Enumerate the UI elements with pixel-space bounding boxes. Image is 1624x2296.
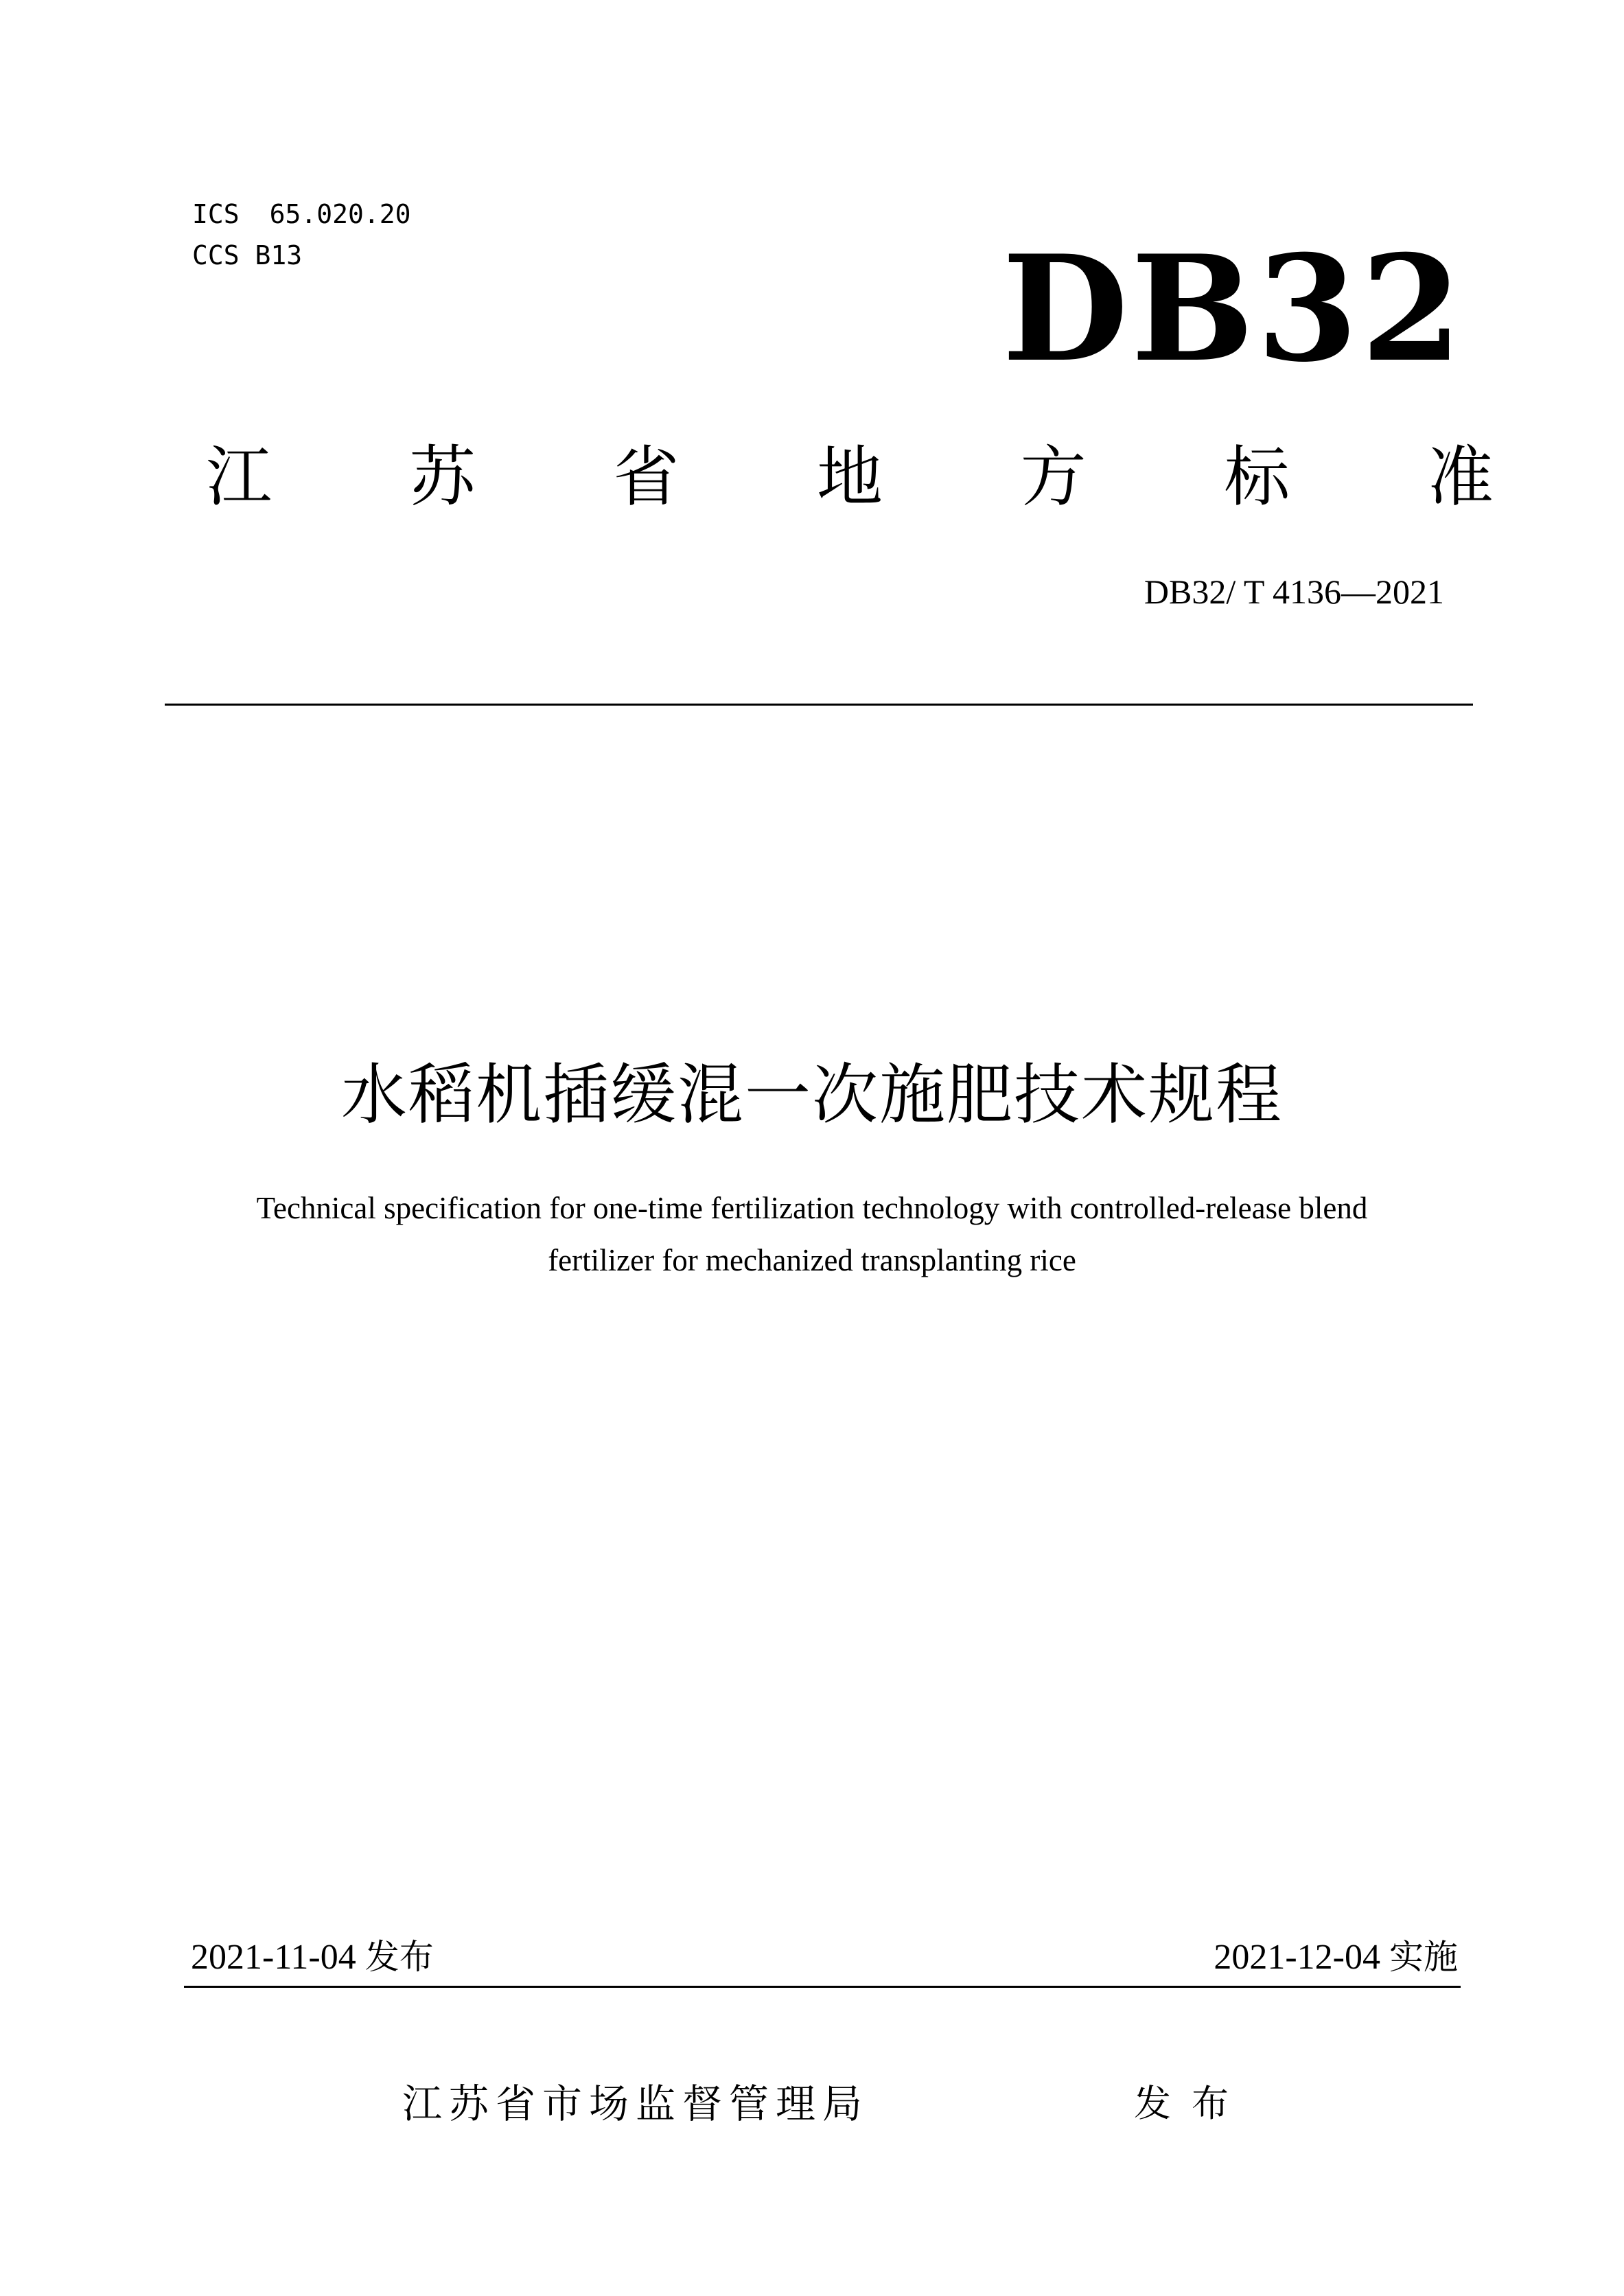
ics-code xyxy=(192,199,411,229)
ics-value: 65.020.20 xyxy=(269,199,411,229)
title-en-line: Technical specification for one-time fertilization technology with controlled-release blend xyxy=(256,1191,1368,1225)
title-en-line: fertilizer for mechanized transplanting rice xyxy=(548,1243,1076,1277)
standard-kind-char: 地 xyxy=(816,439,883,515)
implementation-date xyxy=(1214,1936,1458,1979)
date-divider xyxy=(184,1986,1461,1988)
implementation-date-value: 2021-12-04 xyxy=(1214,1938,1380,1977)
header-divider xyxy=(165,704,1473,706)
standard-number: DB32/ T 4136—2021 xyxy=(1144,572,1444,611)
issue-date xyxy=(191,1936,434,1979)
issuing-authority: 江苏省市场监督管理局 xyxy=(402,2080,870,2127)
ics-label: ICS xyxy=(192,199,240,229)
ccs-code: CCS B13 xyxy=(192,240,303,270)
issuing-action: 发布 xyxy=(1134,2082,1249,2125)
document-title-zh: 水稻机插缓混一次施肥技术规程 xyxy=(341,1056,1283,1133)
standard-kind-char: 标 xyxy=(1224,439,1290,515)
issue-date-label: 发布 xyxy=(364,1937,434,1977)
implementation-date-label: 实施 xyxy=(1389,1937,1458,1977)
document-title-en xyxy=(0,1182,1624,1286)
issue-date-value: 2021-11-04 xyxy=(191,1938,356,1977)
standard-kind-heading xyxy=(206,439,1494,515)
standard-kind-char: 方 xyxy=(1020,439,1087,515)
standard-kind-char: 江 xyxy=(206,439,272,515)
standard-kind-char: 准 xyxy=(1427,439,1494,515)
standard-code-logo: DB32 xyxy=(1001,223,1465,394)
standard-kind-char: 省 xyxy=(613,439,680,515)
standard-kind-char: 苏 xyxy=(409,439,476,515)
